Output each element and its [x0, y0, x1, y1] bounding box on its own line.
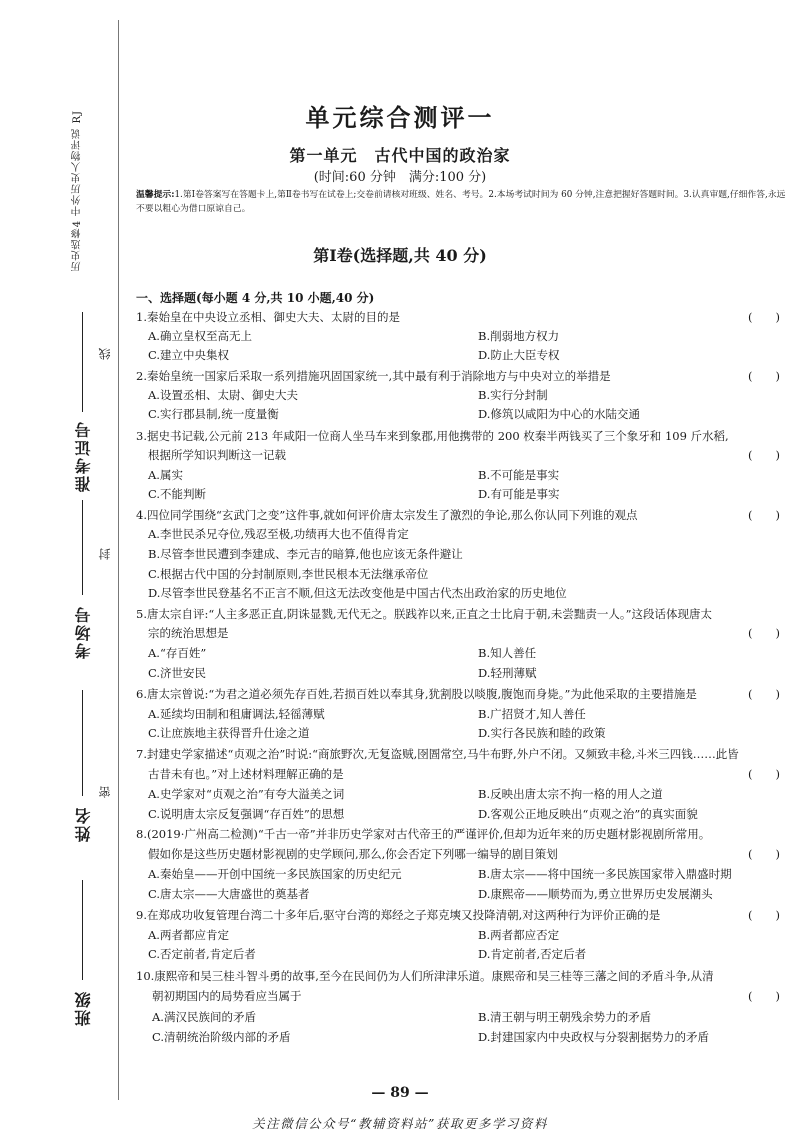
option: D.有可能是事实 — [478, 487, 560, 501]
option: A.史学家对“贞观之治”有夸大溢美之词 — [148, 787, 345, 801]
question-stem: 3.据史书记载,公元前 213 年咸阳一位商人坐马车来到象郡,用他携带的 200 枚秦半两钱买了三个象牙和 109 斤水稻, — [136, 429, 729, 443]
field-exam-room: 考场号 — [74, 605, 93, 659]
section-title: 第Ⅰ卷(选择题,共 40 分) — [313, 246, 487, 265]
cut-label-line: 线 — [98, 348, 112, 360]
tips — [136, 188, 786, 216]
footer-note: 关注微信公众号“教辅资料站”获取更多学习资料 — [252, 1116, 548, 1131]
question-stem: 2.秦始皇统一国家后采取一系列措施巩固国家统一,其中最有利于消除地方与中央对立的举措是 — [136, 369, 611, 383]
option: C.唐太宗——大唐盛世的奠基者 — [148, 887, 310, 901]
question-stem: 10.康熙帝和吴三桂斗智斗勇的故事,至今在民间仍为人们所津津乐道。康熙帝和吴三桂等三藩之间的矛盾斗争,从清 — [136, 969, 714, 983]
option: A.两者都应肯定 — [148, 928, 229, 942]
option: B.尽管李世民遭到李建成、李元吉的暗算,他也应该无条件避让 — [148, 547, 463, 561]
option: D.尽管李世民登基名不正言不顺,但这无法改变他是中国古代杰出政治家的历史地位 — [148, 586, 567, 600]
option: A.秦始皇——开创中国统一多民族国家的历史纪元 — [148, 867, 402, 881]
option: A.确立皇权至高无上 — [148, 329, 252, 343]
question-stem: 7.封建史学家描述“贞观之治”时说:“商旅野次,无复盗贼,囹圄常空,马牛布野,外户不闭。又频致丰稔,斗米三四钱……此皆 — [136, 747, 739, 761]
field-line — [82, 690, 83, 796]
option: A.“存百姓” — [148, 646, 207, 660]
question-stem-cont: 根据所学知识判断这一记载 — [148, 448, 286, 462]
option: A.属实 — [148, 468, 183, 482]
tips-text: 1.第Ⅰ卷答案写在答题卡上,第Ⅱ卷书写在试卷上;交卷前请核对班级、姓名、考号。2.本场考试时间为 60 分钟,注意把握好答题时间。3.认真审题,仔细作答,永远不要以粗心为借口原谅自己。 — [136, 190, 786, 214]
option: D.轻刑薄赋 — [478, 666, 537, 680]
option: B.实行分封制 — [478, 388, 548, 402]
question-stem: 4.四位同学围绕“玄武门之变”这件事,就如何评价唐太宗发生了激烈的争论,那么你认同下列谁的观点 — [136, 508, 638, 522]
field-line — [82, 880, 83, 980]
question-stem: 9.在郑成功收复管理台湾二十多年后,驱守台湾的郑经之子郑克塽又投降清朝,对这两种行为评价正确的是 — [136, 908, 661, 922]
question-stem: 1.秦始皇在中央设立丞相、御史大夫、太尉的目的是 — [136, 310, 400, 324]
option: A.李世民杀兄夺位,残忍至极,功绩再大也不值得肯定 — [148, 527, 409, 541]
time-info: (时间:60 分钟 满分:100 分) — [313, 170, 487, 185]
answer-blank: ( ) — [748, 989, 780, 1003]
unit-subtitle: 第一单元 古代中国的政治家 — [289, 146, 511, 165]
option: C.不能判断 — [148, 487, 207, 501]
field-line — [82, 312, 83, 412]
option: D.防止大臣专权 — [478, 348, 560, 362]
question-stem: 8.(2019·广州高二检测)“千古一帝”并非历史学家对古代帝王的严谨评价,但却为近年来的历史题材影视剧所常用。 — [136, 827, 711, 841]
answer-blank: ( ) — [748, 847, 780, 861]
cut-label-seal: 封 — [98, 548, 112, 560]
option: B.唐太宗——将中国统一多民族国家带入鼎盛时期 — [478, 867, 732, 881]
option: C.说明唐太宗反复强调“存百姓”的思想 — [148, 807, 345, 821]
page-number: — 89 — — [371, 1085, 429, 1101]
question-stem: 6.唐太宗曾说:“为君之道必须先存百姓,若损百姓以奉其身,犹割股以啖腹,腹饱而身毙。”为此他采取的主要措施是 — [136, 687, 697, 701]
option: C.根据古代中国的分封制原则,李世民根本无法继承帝位 — [148, 567, 429, 581]
question-stem-cont: 朝初期国内的局势看应当属于 — [152, 989, 302, 1003]
answer-blank: ( ) — [748, 369, 780, 383]
option: B.削弱地方权力 — [478, 329, 560, 343]
option: C.济世安民 — [148, 666, 207, 680]
option: D.修筑以咸阳为中心的水陆交通 — [478, 407, 640, 421]
option: A.满汉民族间的矛盾 — [152, 1010, 256, 1024]
option: D.肯定前者,否定后者 — [478, 947, 587, 961]
option: C.否定前者,肯定后者 — [148, 947, 256, 961]
option: C.清朝统治阶级内部的矛盾 — [152, 1030, 291, 1044]
spine-label: 历史选修4 中外历史人物评说 RJ — [72, 110, 83, 272]
option: B.不可能是事实 — [478, 468, 560, 482]
answer-blank: ( ) — [748, 767, 780, 781]
field-class: 班级 — [74, 990, 93, 1026]
option: D.实行各民族和睦的政策 — [478, 726, 606, 740]
question-stem-cont: 宗的统治思想是 — [148, 626, 229, 640]
answer-blank: ( ) — [748, 310, 780, 324]
field-exam-number: 准考证号 — [74, 420, 93, 492]
field-line — [82, 500, 83, 595]
option: A.延续均田制和租庸调法,轻徭薄赋 — [148, 707, 325, 721]
option: B.知人善任 — [478, 646, 537, 660]
option: A.设置丞相、太尉、御史大夫 — [148, 388, 298, 402]
option: B.广招贤才,知人善任 — [478, 707, 586, 721]
question-stem: 5.唐太宗自评:“人主多恶正直,阴诛显戮,无代无之。朕践祚以来,正直之士比肩于朝,未尝黜责一人。”这段话体现唐太 — [136, 607, 712, 621]
option: B.反映出唐太宗不拘一格的用人之道 — [478, 787, 663, 801]
answer-blank: ( ) — [748, 448, 780, 462]
answer-blank: ( ) — [748, 626, 780, 640]
question-stem-cont: 古昔未有也。”对上述材料理解正确的是 — [148, 767, 344, 781]
option: B.两者都应否定 — [478, 928, 560, 942]
part-title: 一、选择题(每小题 4 分,共 10 小题,40 分) — [136, 291, 375, 305]
question-stem-cont: 假如你是这些历史题材影视剧的史学顾问,那么,你会否定下列哪一编导的剧目策划 — [148, 847, 558, 861]
option: D.客观公正地反映出“贞观之治”的真实面貌 — [478, 807, 698, 821]
page-title: 单元综合测评一 — [305, 103, 495, 132]
answer-blank: ( ) — [748, 908, 780, 922]
option: D.封建国家内中央政权与分裂割据势力的矛盾 — [478, 1030, 709, 1044]
option: C.让庶族地主获得晋升仕途之道 — [148, 726, 310, 740]
field-name: 姓名 — [74, 806, 93, 842]
tips-label: 温馨提示: — [136, 190, 175, 200]
option: C.实行郡县制,统一度量衡 — [148, 407, 279, 421]
answer-blank: ( ) — [748, 687, 780, 701]
answer-blank: ( ) — [748, 508, 780, 522]
cut-label-secret: 密 — [98, 786, 112, 798]
option: C.建立中央集权 — [148, 348, 230, 362]
option: B.清王朝与明王朝残余势力的矛盾 — [478, 1010, 652, 1024]
option: D.康熙帝——顺势而为,勇立世界历史发展潮头 — [478, 887, 713, 901]
